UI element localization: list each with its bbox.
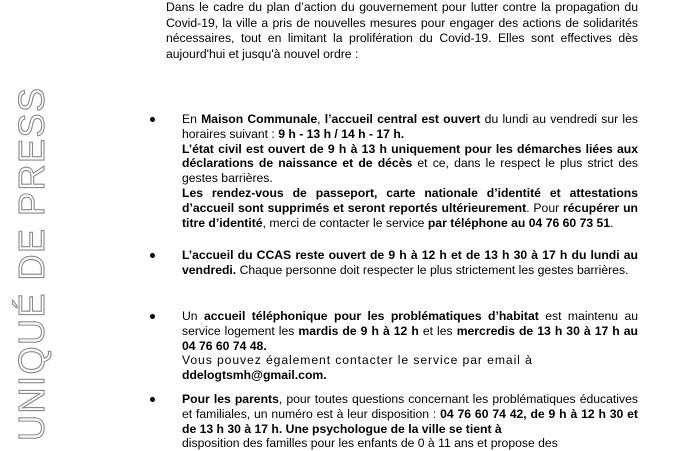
list-item-ccas: L’accueil du CCAS reste ouvert de 9 h à 12 h et de 13 h 30 à 17 h du lundi au vendredi. Chaque personne doit respecter le plus strictement les gestes barrières. <box>166 248 638 278</box>
press-watermark <box>11 0 52 441</box>
bullet-dot <box>150 314 155 319</box>
intro-paragraph: Dans le cadre du plan d’action du gouvernement pour lutter contre la propagation du Covid-19, la ville a pris de nouvelles mesures pour engager des actions de solidarités nécessaires, tout en limitant la prolifération du Covid-19. Elles sont effectives dès aujourd'hui et jusqu'à nouvel ordre : <box>166 0 638 61</box>
bullet-dot <box>150 117 155 122</box>
bullet-dot <box>150 397 155 402</box>
list-item-maison-communale: En Maison Communale, l’accueil central est ouvert du lundi au vendredi sur les horaires suivant : 9 h - 13 h / 14 h - 17 h. L’état civil est ouvert de 9 h à 13 h uniquement pour les démarches liées aux déclarations de naissance et de décès et ce, dans le respect le plus strict des gestes barrières. Les rendez-vous de passeport, carte nationale d’identité et attestations d’accueil sont supprimés et seront reportés ultérieurement. Pour récupérer un titre d’identité, merci de contacter le service par téléphone au 04 76 60 73 51. <box>166 112 638 230</box>
list-item-habitat: Un accueil téléphonique pour les problématiques d’habitat est maintenu au service logement les mardis de 9 h à 12 h et les mercredis de 13 h 30 à 17 h au 04 76 60 74 48. Vous pouvez également contacter le service par email à ddelogtsmh@gmail.com. <box>166 309 638 383</box>
press-release-body <box>166 0 639 451</box>
list-item-parents: Pour les parents, pour toutes questions concernant les problématiques éducatives et familiales, un numéro est à leur disposition : 04 76 60 74 42, de 9 h à 12 h 30 et de 13 h 30 à 17 h. Une psychologue de la ville se tient à disposition des familles pour les enfants de 0 à 11 ans et propose des <box>166 392 638 451</box>
email-link[interactable]: ddelogtsmh@gmail.com. <box>182 368 327 383</box>
bullet-dot <box>150 253 155 258</box>
watermark-text: UNIQUÉ DE PRESS <box>11 86 52 441</box>
